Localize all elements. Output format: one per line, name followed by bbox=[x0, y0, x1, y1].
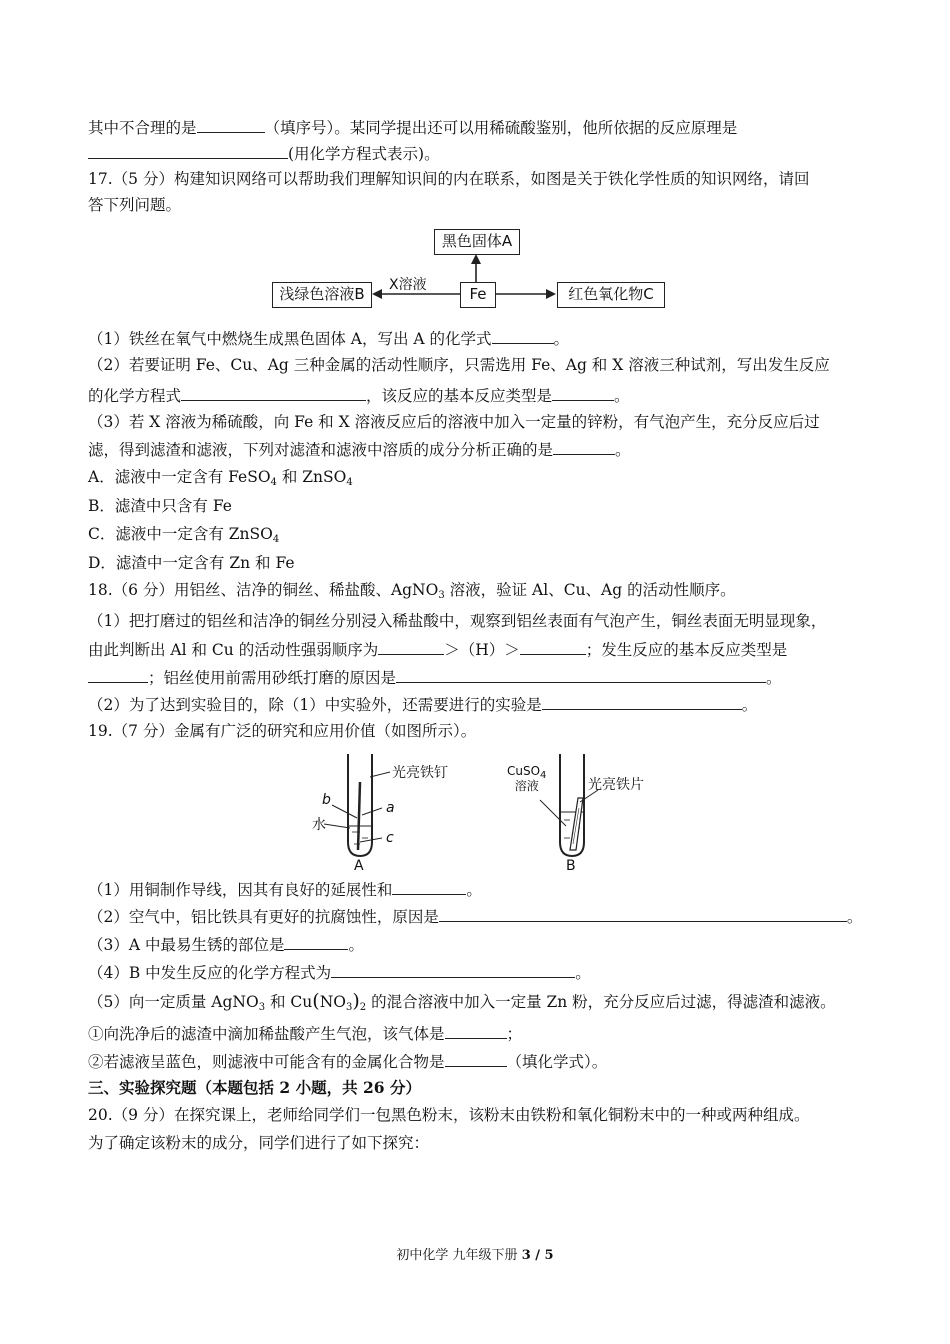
subscript: 3 bbox=[258, 1002, 266, 1013]
option-a[interactable] bbox=[88, 467, 868, 487]
text: 18.（6 分）用铝丝、洁净的铜丝、稀盐酸、AgNO bbox=[88, 581, 439, 599]
text: 20.（9 分）在探究课上，老师给同学们一包黑色粉末，该粉末由铁粉和氧化铜粉末中的一种或两种组成。 bbox=[88, 1106, 810, 1124]
text-line bbox=[88, 694, 868, 715]
answer-blank[interactable] bbox=[542, 694, 742, 710]
text: （2）若要证明 Fe、Cu、Ag 三种金属的活动性顺序，只需选用 Fe、Ag 和 X 溶液三种试剂，写出发生反应 bbox=[88, 356, 830, 374]
red-oxide-c-box: 红色氧化物C bbox=[557, 282, 665, 308]
answer-blank[interactable] bbox=[396, 667, 766, 683]
question-18-stem bbox=[88, 580, 868, 600]
answer-blank[interactable] bbox=[520, 639, 586, 655]
section-3-heading bbox=[88, 1078, 868, 1098]
text: B．滤渣中只含有 Fe bbox=[88, 497, 232, 515]
text: ； bbox=[506, 1025, 523, 1043]
text: 19.（7 分）金属有广泛的研究和应用价值（如图所示）。 bbox=[88, 722, 477, 740]
answer-blank[interactable] bbox=[439, 906, 847, 922]
text: （1）铁丝在氧气中燃烧生成黑色固体 A，写出 A 的化学式 bbox=[88, 330, 492, 348]
text-line bbox=[88, 879, 868, 900]
text: ；发生反应的基本反应类型是 bbox=[585, 641, 788, 659]
text: 的化学方程式 bbox=[88, 387, 182, 405]
text: 的混合溶液中加入一定量 Zn 粉，充分反应后过滤，得滤渣和滤液。 bbox=[366, 993, 836, 1011]
text: 。 bbox=[846, 908, 863, 926]
subscript: 4 bbox=[270, 477, 277, 488]
text-line bbox=[88, 412, 868, 432]
answer-blank[interactable] bbox=[553, 439, 615, 455]
tube-b-label: B bbox=[566, 858, 576, 874]
text: 。 bbox=[614, 387, 630, 405]
label-b: b bbox=[322, 792, 331, 808]
text: （2）为了达到实验目的，除（1）中实验外，还需要进行的实验是 bbox=[88, 696, 542, 714]
text: NO bbox=[319, 993, 346, 1011]
answer-blank[interactable] bbox=[331, 962, 575, 978]
answer-blank[interactable] bbox=[445, 1023, 507, 1039]
text: 和 Cu bbox=[265, 993, 313, 1011]
text: （2）空气中，铝比铁具有更好的抗腐蚀性，原因是 bbox=[88, 908, 439, 926]
text: 17.（5 分）构建知识网络可以帮助我们理解知识间的内在联系，如图是关于铁化学性质的知识网络，请回 bbox=[88, 170, 810, 188]
answer-blank[interactable] bbox=[378, 639, 444, 655]
answer-blank[interactable] bbox=[284, 934, 348, 950]
answer-blank[interactable] bbox=[181, 385, 366, 401]
subscript: 2 bbox=[359, 1002, 367, 1013]
text: ，该反应的基本反应类型是 bbox=[366, 387, 553, 405]
text: （3）若 X 溶液为稀硫酸，向 Fe 和 X 溶液反应后的溶液中加入一定量的锌粉，有气泡产生，充分反应后过 bbox=[88, 413, 820, 431]
text: 。 bbox=[348, 936, 364, 954]
option-c[interactable] bbox=[88, 524, 868, 544]
subscript: 4 bbox=[540, 770, 547, 781]
text-line bbox=[88, 667, 868, 688]
subscript: 4 bbox=[346, 477, 353, 488]
text: D．滤渣中一定含有 Zn 和 Fe bbox=[88, 554, 295, 572]
text-line bbox=[88, 934, 868, 955]
answer-blank[interactable] bbox=[392, 879, 466, 895]
text: 。 bbox=[466, 881, 482, 899]
text-line bbox=[88, 439, 868, 460]
answer-blank[interactable] bbox=[492, 328, 554, 344]
text-line bbox=[88, 1051, 868, 1072]
question-19-stem bbox=[88, 721, 868, 741]
text-line bbox=[88, 906, 868, 927]
text: 和 ZnSO bbox=[276, 468, 347, 486]
option-b[interactable] bbox=[88, 496, 868, 516]
text: 。 bbox=[553, 330, 570, 348]
bright-iron-nail-label: 光亮铁钉 bbox=[392, 765, 448, 781]
page-number: 3 / 5 bbox=[521, 1248, 554, 1263]
answer-blank[interactable] bbox=[445, 1051, 507, 1067]
diagram-arrows bbox=[0, 0, 950, 320]
text: 为了确定该粉末的成分，同学们进行了如下探究： bbox=[88, 1134, 430, 1152]
text: （4）B 中发生反应的化学方程式为 bbox=[88, 964, 332, 982]
text: 滤，得到滤渣和滤液，下列对滤渣和滤液中溶质的成分分析正确的是 bbox=[88, 441, 554, 459]
answer-blank[interactable] bbox=[88, 667, 148, 683]
text: (用化学方程式表示)。 bbox=[288, 145, 440, 163]
text: 。 bbox=[575, 964, 591, 982]
text-line bbox=[88, 328, 868, 349]
iron-knowledge-network-diagram bbox=[0, 0, 950, 320]
subscript: 3 bbox=[345, 1002, 353, 1013]
option-d[interactable] bbox=[88, 553, 868, 573]
text: ＞（H）＞ bbox=[444, 641, 520, 659]
label-a: a bbox=[386, 800, 395, 816]
label-c: c bbox=[386, 830, 394, 846]
text: （1）把打磨过的铝丝和洁净的铜丝分别浸入稀盐酸中，观察到铝丝表面有气泡产生，铜丝表面无明显现象， bbox=[88, 612, 827, 630]
text-line bbox=[88, 1133, 868, 1153]
text: CuSO bbox=[507, 764, 541, 778]
text: （填序号）。某同学提出还可以用稀硫酸鉴别，他所依据的反应原理是 bbox=[264, 119, 738, 137]
text: （1）用铜制作导线，因其有良好的延展性和 bbox=[88, 881, 393, 899]
text: ；铝丝使用前需用砂纸打磨的原因是 bbox=[148, 669, 397, 687]
text-line bbox=[88, 962, 868, 983]
text-line bbox=[88, 611, 868, 631]
subscript: 3 bbox=[438, 590, 445, 601]
footer-text: 初中化学 九年级下册 bbox=[396, 1248, 522, 1263]
bright-iron-sheet-label: 光亮铁片 bbox=[588, 777, 644, 793]
cuso4-solution-label bbox=[507, 764, 546, 794]
text: （3）A 中最易生锈的部位是 bbox=[88, 936, 285, 954]
text: 其中不合理的是 bbox=[88, 119, 197, 137]
text: C．滤液中一定含有 ZnSO bbox=[88, 525, 273, 543]
test-tube-diagram bbox=[300, 752, 680, 877]
text: A．滤液中一定含有 FeSO bbox=[88, 468, 271, 486]
black-solid-a-box: 黑色固体A bbox=[434, 229, 520, 255]
text: 溶液，验证 Al、Cu、Ag 的活动性顺序。 bbox=[444, 581, 736, 599]
text: 由此判断出 Al 和 Cu 的活动性强弱顺序为 bbox=[88, 641, 379, 659]
water-label: 水 bbox=[312, 817, 326, 833]
text: 溶液 bbox=[514, 779, 539, 793]
subscript: 4 bbox=[272, 534, 280, 545]
text: 。 bbox=[766, 669, 782, 687]
text: 答下列问题。 bbox=[88, 196, 182, 214]
fe-box: Fe bbox=[460, 282, 496, 308]
text: ②若滤液呈蓝色，则滤液中可能含有的金属化合物是 bbox=[88, 1053, 445, 1071]
open-paren: ( bbox=[312, 990, 320, 1012]
question-20-stem bbox=[88, 1105, 868, 1125]
text-line bbox=[88, 355, 868, 375]
x-solution-label: X溶液 bbox=[389, 277, 427, 293]
text-line bbox=[88, 991, 868, 1012]
page-footer bbox=[0, 1244, 950, 1263]
text: 。 bbox=[615, 441, 631, 459]
text-line bbox=[88, 639, 868, 660]
text: （填化学式）。 bbox=[506, 1053, 608, 1071]
answer-blank[interactable] bbox=[552, 385, 614, 401]
text-line bbox=[88, 1023, 868, 1044]
text: 。 bbox=[741, 696, 758, 714]
text: 三、实验探究题（本题包括 2 小题，共 26 分） bbox=[88, 1078, 421, 1097]
tube-a-label: A bbox=[354, 858, 364, 874]
text: ①向洗净后的滤渣中滴加稀盐酸产生气泡，该气体是 bbox=[88, 1025, 445, 1043]
light-green-solution-b-box: 浅绿色溶液B bbox=[272, 282, 372, 308]
text-line bbox=[88, 385, 868, 406]
text: （5）向一定质量 AgNO bbox=[88, 993, 259, 1011]
close-paren: ) bbox=[352, 990, 360, 1012]
